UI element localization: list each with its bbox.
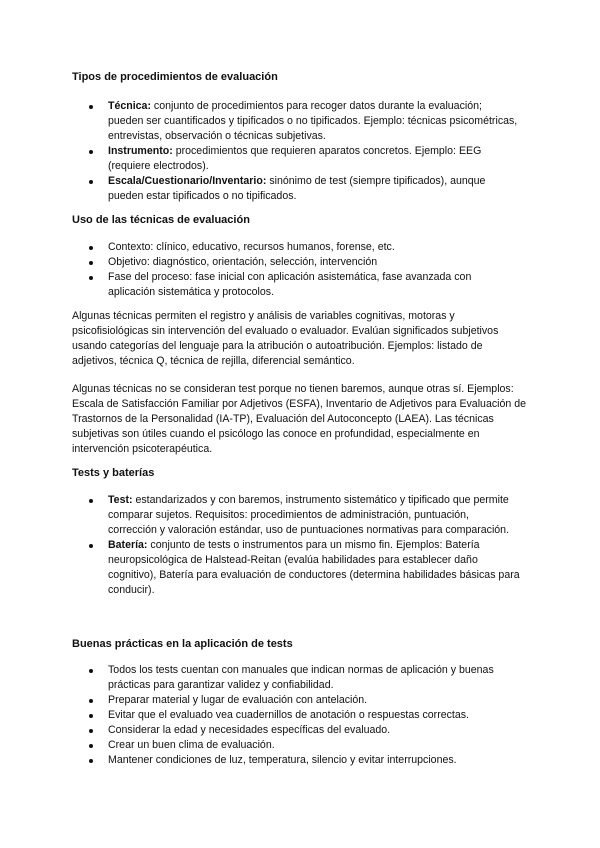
term-label: Test: xyxy=(108,494,133,506)
heading-uso-tecnicas: Uso de las técnicas de evaluación xyxy=(72,214,250,226)
list-item: Considerar la edad y necesidades específicas del evaluado. xyxy=(72,723,520,738)
heading-tests-baterias: Tests y baterías xyxy=(72,467,155,479)
term-description: conjunto de procedimientos para recoger datos durante la evaluación; pueden ser cuantificados y tipificados o no tipificados. Ejemplo: técnicas psicométricas, entrevistas, observación o técnicas subjetivas. xyxy=(108,100,518,142)
tests-list xyxy=(72,493,520,598)
list-item xyxy=(72,99,520,144)
tipos-list xyxy=(72,99,520,204)
list-item xyxy=(72,538,520,598)
paragraph-tecnicas-registro: Algunas técnicas permiten el registro y análisis de variables cognitivas, motoras y psicofisiológicas sin intervención del evaluado o evaluador. Evalúan significados subjetivos usando categorías del lenguaje para la atribución o autoatribución. Ejemplos: listado de adjetivos, técnica Q, técnica de rejilla, diferencial semántico. xyxy=(72,310,499,367)
heading-buenas-practicas: Buenas prácticas en la aplicación de tests xyxy=(72,638,293,650)
term-label: Escala/Cuestionario/Inventario: xyxy=(108,175,267,187)
term-description: conjunto de tests o instrumentos para un mismo fin. Ejemplos: Batería neuropsicológica de Halstead-Reitan (evalúa habilidades para establecer daño cognitivo), Batería para evaluación de conductores (determina habilidades básicas para conducir). xyxy=(108,539,520,596)
uso-list xyxy=(72,240,520,300)
term-label: Instrumento: xyxy=(108,145,173,157)
list-item: Mantener condiciones de luz, temperatura, silencio y evitar interrupciones. xyxy=(72,753,520,768)
list-item: Todos los tests cuentan con manuales que indican normas de aplicación y buenas prácticas para garantizar validez y confiabilidad. xyxy=(72,663,520,693)
term-label: Batería: xyxy=(108,539,148,551)
buenas-list xyxy=(72,663,520,768)
term-description: procedimientos que requieren aparatos concretos. Ejemplo: EEG (requiere electrodos). xyxy=(108,145,482,172)
list-item: Crear un buen clima de evaluación. xyxy=(72,738,520,753)
paragraph-tecnicas-baremos: Algunas técnicas no se consideran test porque no tienen baremos, aunque otras sí. Ejemplos: Escala de Satisfacción Familiar por Adjetivos (ESFA), Inventario de Adjetivos para Evaluación de Trastornos de la Personalidad (IA-TP), Evaluación del Autoconcepto (LAEA). Las técnicas subjetivas son útiles cuando el psicólogo las conoce en profundidad, especialmente en intervención psicoterapéutica. xyxy=(72,383,526,455)
list-item xyxy=(72,493,520,538)
list-item: Evitar que el evaluado vea cuadernillos de anotación o respuestas correctas. xyxy=(72,708,520,723)
term-description: estandarizados y con baremos, instrumento sistemático y tipificado que permite comparar sujetos. Requisitos: procedimientos de administración, puntuación, corrección y valoración estándar, uso de puntuaciones normativas para comparación. xyxy=(108,494,510,536)
term-description: sinónimo de test (siempre tipificados), aunque pueden estar tipificados o no tipificados. xyxy=(108,175,486,202)
list-item: Preparar material y lugar de evaluación con antelación. xyxy=(72,693,520,708)
list-item: Objetivo: diagnóstico, orientación, selección, intervención xyxy=(72,255,520,270)
term-label: Técnica: xyxy=(108,100,151,112)
list-item xyxy=(72,144,520,174)
heading-tipos-procedimientos: Tipos de procedimientos de evaluación xyxy=(72,71,278,83)
list-item xyxy=(72,174,520,204)
list-item: Contexto: clínico, educativo, recursos humanos, forense, etc. xyxy=(72,240,520,255)
list-item: Fase del proceso: fase inicial con aplicación asistemática, fase avanzada con aplicación sistemática y protocolos. xyxy=(72,270,520,300)
